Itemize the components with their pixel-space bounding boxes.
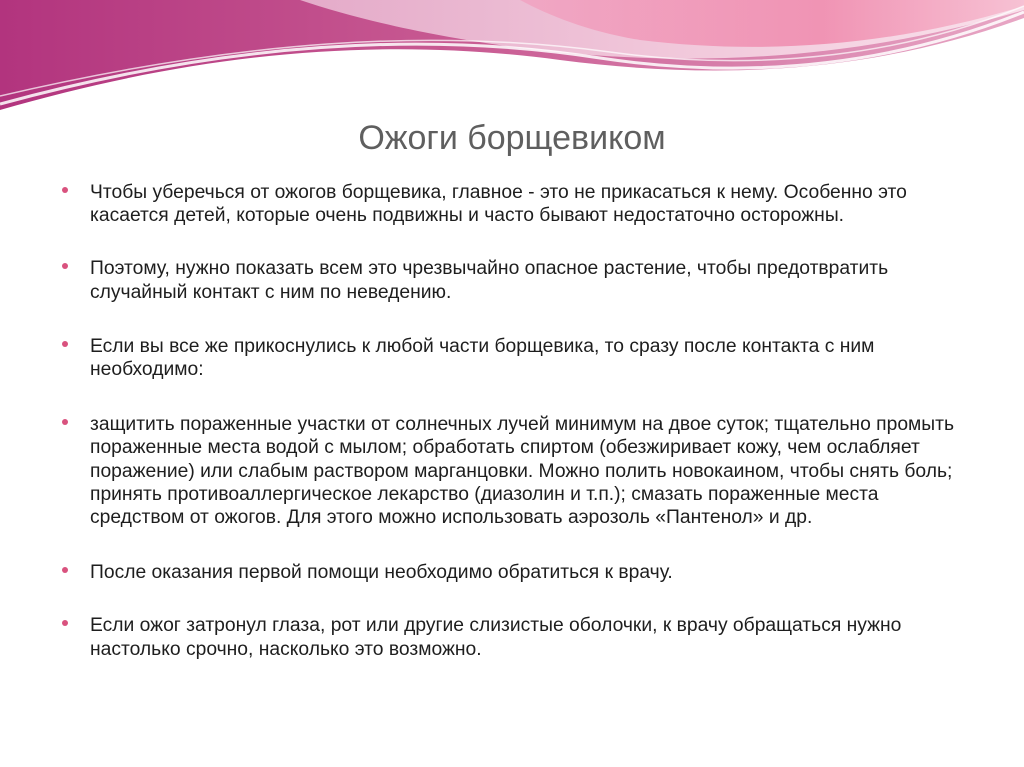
bullet-text: После оказания первой помощи необходимо обратиться к врачу. — [90, 562, 673, 584]
bullet-text: защитить пораженные участки от солнечных лучей минимум на двое суток; тщательно промыть пораженные места водой с мылом; обработать спиртом (обезжиривает кожу, чем ослабляет поражение) или слабым раствором марганцовки. Можно полить новокаином, чтобы снять боль; принять противоаллергическое лекарство (диазолин и т.п.); смазать пораженные места средством от ожогов. Для этого можно использовать аэрозоль «Пантенол» и др. — [90, 414, 955, 529]
bullet-text: Чтобы уберечься от ожогов борщевика, главное - это не прикасаться к нему. Особенно это касается детей, которые очень подвижны и часто бывают недостаточно осторожны. — [90, 182, 907, 227]
bullet-dot-icon — [62, 419, 68, 425]
slide-title: Ожоги борщевиком — [358, 119, 666, 157]
bullet-dot-icon — [62, 263, 68, 269]
bullet-item — [60, 181, 970, 227]
bullet-text: Поэтому, нужно показать всем это чрезвычайно опасное растение, чтобы предотвратить случайный контакт с ним по неведению. — [90, 258, 889, 303]
bullet-dot-icon — [62, 187, 68, 193]
bullet-dot-icon — [62, 620, 68, 626]
bullet-item — [60, 413, 970, 529]
bullet-list — [60, 181, 970, 661]
bullet-dot-icon — [62, 341, 68, 347]
bullet-item — [60, 335, 970, 381]
decorative-wave-header — [0, 0, 1024, 120]
bullet-item — [60, 561, 970, 584]
bullet-item — [60, 614, 970, 660]
bullet-text: Если вы все же прикоснулись к любой части борщевика, то сразу после контакта с ним необходимо: — [90, 335, 875, 381]
bullet-dot-icon — [62, 567, 68, 573]
bullet-text: Если ожог затронул глаза, рот или другие слизистые оболочки, к врачу обращаться нужно настолько срочно, насколько это возможно. — [90, 615, 902, 660]
bullet-item — [60, 257, 970, 303]
